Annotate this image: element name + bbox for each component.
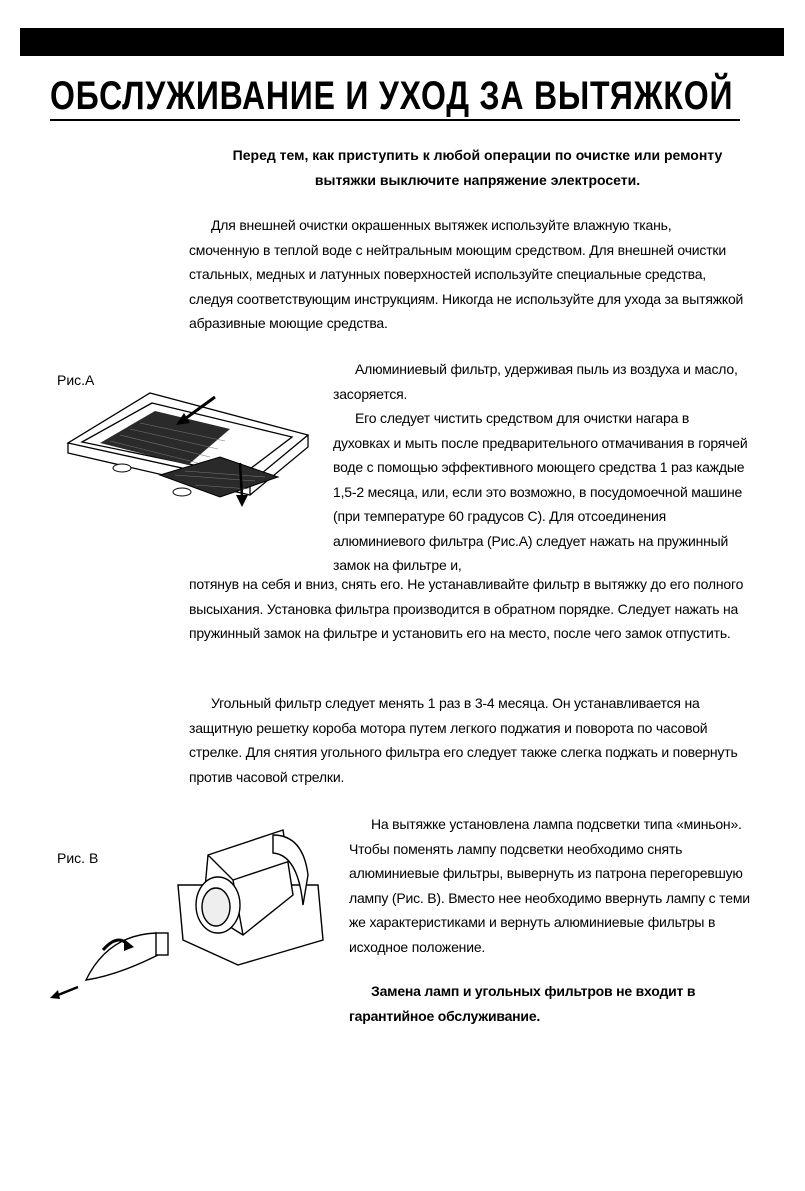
title-underline: [50, 119, 740, 121]
aluminum-filter-intro: Алюминиевый фильтр, удерживая пыль из воздуха и масло, засоряется.: [333, 361, 738, 402]
figure-a-hood-filter-illustration: [60, 385, 310, 510]
aluminum-filter-removal: потянув на себя и вниз, снять его. Не устанавливайте фильтр в вытяжку до его полного высыхания. Установка фильтра производится в обратном порядке. Следует нажать на пружинный замок на фильтре и установить его на место, после чего замок отпустить.: [189, 576, 744, 641]
lamp-replacement-paragraph: На вытяжке установлена лампа подсветки типа «миньон». Чтобы поменять лампу подсветки необходимо снять алюминиевые фильтры, вывернуть из патрона перегоревшую лампу (Рис. В). Вместо нее необходимо ввернуть лампу с теми же характеристиками и вернуть алюминиевые фильтры в исходное положение.: [349, 816, 750, 955]
warranty-note: Замена ламп и угольных фильтров не входит в гарантийное обслуживание.: [349, 983, 696, 1024]
exterior-cleaning-paragraph: Для внешней очистки окрашенных вытяжек используйте влажную ткань, смоченную в теплой воде с нейтральным моющим средством. Для внешней очистки стальных, медных и латунных поверхностей используйте специальные средства, следуя соответствующим инструкциям. Никогда не используйте для ухода за вытяжкой абразивные моющие средства.: [189, 217, 744, 331]
page-title: ОБСЛУЖИВАНИЕ И УХОД ЗА ВЫТЯЖКОЙ: [50, 74, 734, 118]
figure-b-lamp-illustration: [48, 815, 333, 1000]
safety-warning: Перед тем, как приступить к любой операции по очистке или ремонту вытяжки выключите напряжение электросети.: [232, 147, 723, 188]
header-bar: [20, 28, 784, 56]
carbon-filter-paragraph: Угольный фильтр следует менять 1 раз в 3-4 месяца. Он устанавливается на защитную решетку короба мотора путем легкого поджатия и поворота по часовой стрелке. Для снятия угольного фильтра его следует также слегка поджать и повернуть против часовой стрелки.: [189, 695, 738, 785]
figure-b-label: Рис. В: [57, 850, 99, 866]
aluminum-filter-cleaning: Его следует чистить средством для очистки нагара в духовках и мыть после предварительного отмачивания в горячей воде с помощью эффективного моющего средства 1 раз каждые 1,5-2 месяца, или, если это возможно, в посудомоечной машине (при температуре 60 градусов С). Для отсоединения алюминиевого фильтра (Рис.А) следует нажать на пружинный замок на фильтре и,: [333, 410, 748, 573]
figure-a-label: Рис.А: [57, 372, 95, 388]
